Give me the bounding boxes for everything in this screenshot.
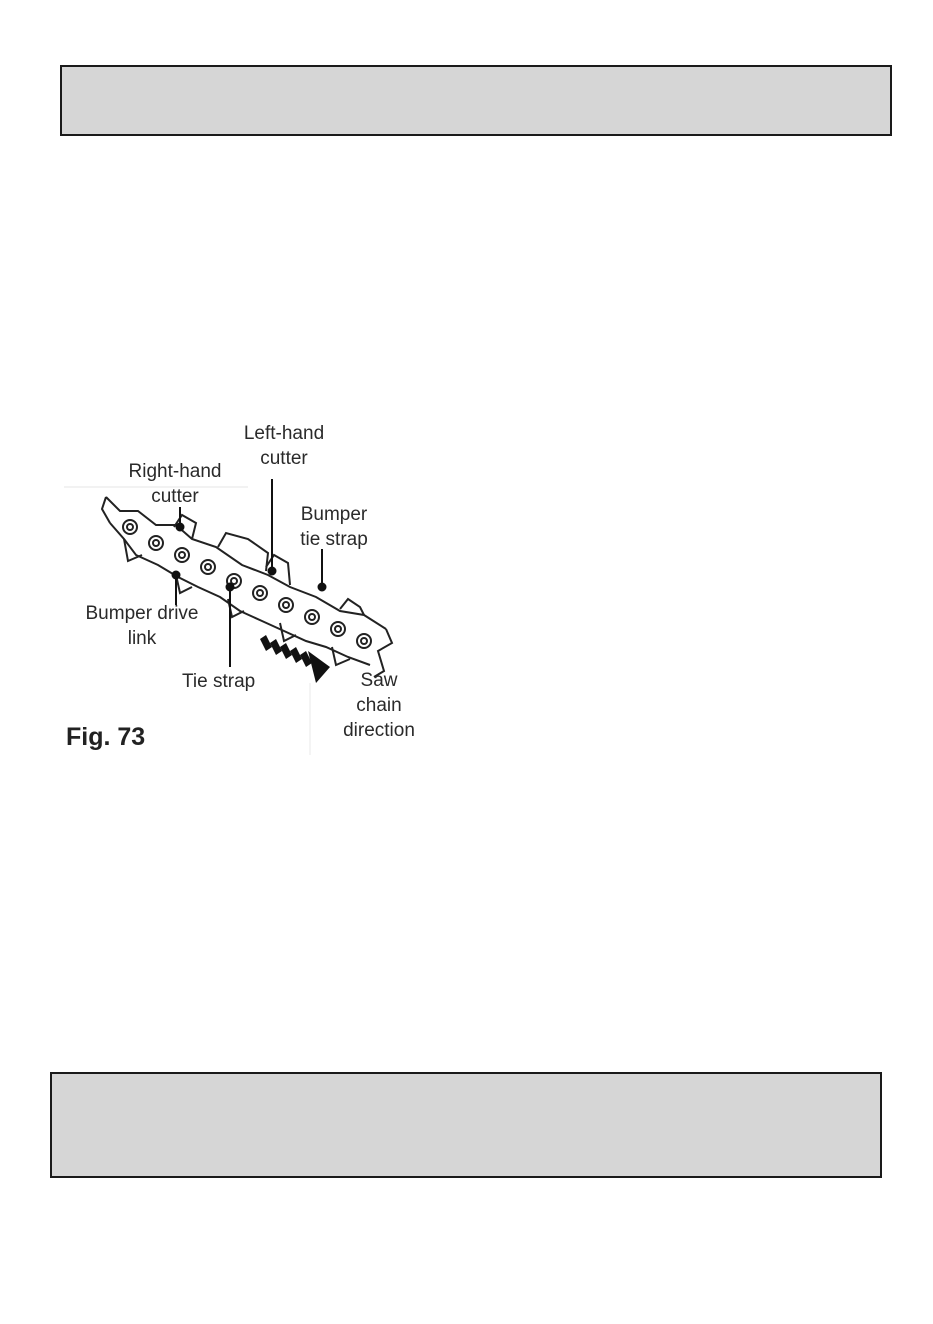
saw-chain-figure <box>58 415 428 760</box>
bottom-note-box <box>50 1072 882 1178</box>
bumper-drive-link-label: Bumper drive link <box>85 603 199 649</box>
figure-number: Fig. 73 <box>66 723 146 751</box>
right-hand-cutter-label: Right-hand cutter <box>128 461 222 507</box>
tie-strap-label: Tie strap <box>182 671 256 692</box>
left-hand-cutter-label: Left-hand cutter <box>243 423 325 469</box>
top-note-box <box>60 65 892 136</box>
saw-chain-direction-label: Saw chain direction <box>343 670 415 741</box>
bumper-tie-strap-label: Bumper tie strap <box>300 504 368 550</box>
